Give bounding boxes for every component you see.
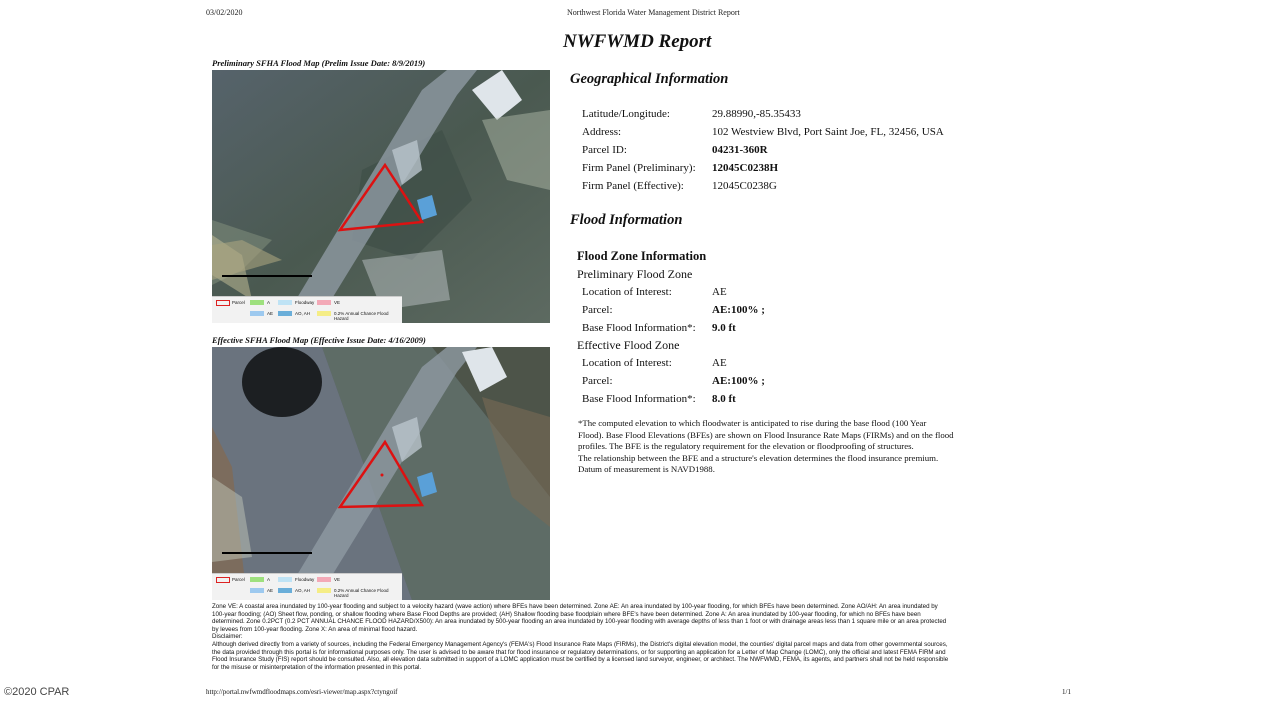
effective-map-legend: Parcel A Floodway VE AE AO, AH 0.2% Annual Chance Flood Hazard [212,573,402,600]
footer-url[interactable]: http://portal.nwfwmdfloodmaps.com/esri-viewer/map.aspx?ctyngoif [206,688,398,696]
bfe-footnote: *The computed elevation to which floodwater is anticipated to rise during the base flood (100 Year Flood). Base Flood Elevations (BFEs) are shown on Flood Insurance Rate Maps (FIRMs) and on the flood profiles. The BFE is the regulatory requirement for the elevation or floodproofing of structures. The relationship between the BFE and a structure's elevation determines the flood insurance premium. Datum of measurement is NAVD1988. [578,418,954,474]
effective-row-bfe: Base Flood Information*: 8.0 ft [582,393,736,405]
report-date: 03/02/2020 [206,8,243,17]
geo-row-latlon: Latitude/Longitude: 29.88990,-85.35433 [582,108,801,120]
zone-definitions-disclaimer: Zone VE: A coastal area inundated by 100-year flooding and subject to a velocity hazard (wave action) where BFEs have been determined. Zone AE: An area inundated by 100-year flooding, for which BFEs have been determined. Zone AO/AH: An area inundated by 100-year flooding; (AO) Sheet flow, ponding, or shallow flooding where Base Flood Depths are provided; (AH) Shallow flooding base floodplain where BFE's have been determined. Zone A: An area inundated by 100-year flooding, for which no BFEs have been determined. Zone 0.2PCT (0.2 PCT ANNUAL CHANCE FLOOD HAZARD/X500): An area inundated by 500-year flooding an area inundated by 100-year flooding with average depths of less than 1 foot or with drainage areas less than 1 square mile or an area protected by levees from 100-year flooding. Zone X: An area of minimal flood hazard. Disclaimer: Although derived directly from a variety of sources, including the Federal Emergency Management Agency's (FEMA's) Flood Insurance Rate Maps (FIRMs), the District's digital elevation model, the counties' digital parcel maps and data from other governmental sources, the data provided through this portal is for informational purposes only. The user is advised to be aware that for flood insurance or regulatory determinations, or for supporting an application for a Letter of Map Change (LOMC), only the official and latest FEMA FIRM and Flood Insurance Study (FIS) report should be consulted. Also, all elevation data submitted in support of a LOMC application must be certified by a licensed land surveyor, engineer, or architect. The NWFWMD, FEMA, its agents, and partners shall not be held responsible for the misuse or misinterpretation of the information presented in this portal. [212,603,949,671]
geo-row-firm-prelim: Firm Panel (Preliminary): 12045C0238H [582,162,778,174]
prelim-flood-map[interactable] [212,70,550,323]
geo-row-parcel-id: Parcel ID: 04231-360R [582,144,768,156]
flood-section-title: Flood Information [570,212,683,228]
report-title: NWFWMD Report [563,31,712,52]
geo-row-firm-effective: Firm Panel (Effective): 12045C0238G [582,180,777,192]
flood-zone-info-title: Flood Zone Information [577,249,707,263]
prelim-map-image [212,70,550,323]
prelim-row-bfe: Base Flood Information*: 9.0 ft [582,322,736,334]
footer-page-number: 1/1 [1062,688,1071,696]
report-header-title: Northwest Florida Water Management District Report [567,8,740,17]
effective-zone-table [582,357,882,409]
prelim-zone-table [582,286,882,338]
geo-info-table [582,108,1002,198]
prelim-row-location: Location of Interest: AE [582,286,727,298]
effective-row-location: Location of Interest: AE [582,357,727,369]
geo-row-address: Address: 102 Westview Blvd, Port Saint Joe, FL, 32456, USA [582,126,944,138]
prelim-map-title: Preliminary SFHA Flood Map (Prelim Issue Date: 8/9/2019) [212,58,426,68]
effective-flood-map[interactable] [212,347,550,600]
effective-map-title: Effective SFHA Flood Map (Effective Issue Date: 4/16/2009) [212,335,426,345]
effective-zone-title: Effective Flood Zone [577,338,680,352]
prelim-row-parcel: Parcel: AE:100% ; [582,304,765,316]
geo-section-title: Geographical Information [570,71,729,87]
effective-map-image [212,347,550,600]
prelim-zone-title: Preliminary Flood Zone [577,267,693,281]
prelim-map-legend: Parcel A Floodway VE AE AO, AH 0.2% Annual Chance Flood Hazard [212,296,402,323]
effective-row-parcel: Parcel: AE:100% ; [582,375,765,387]
copyright-watermark: ©2020 CPAR [4,686,70,698]
